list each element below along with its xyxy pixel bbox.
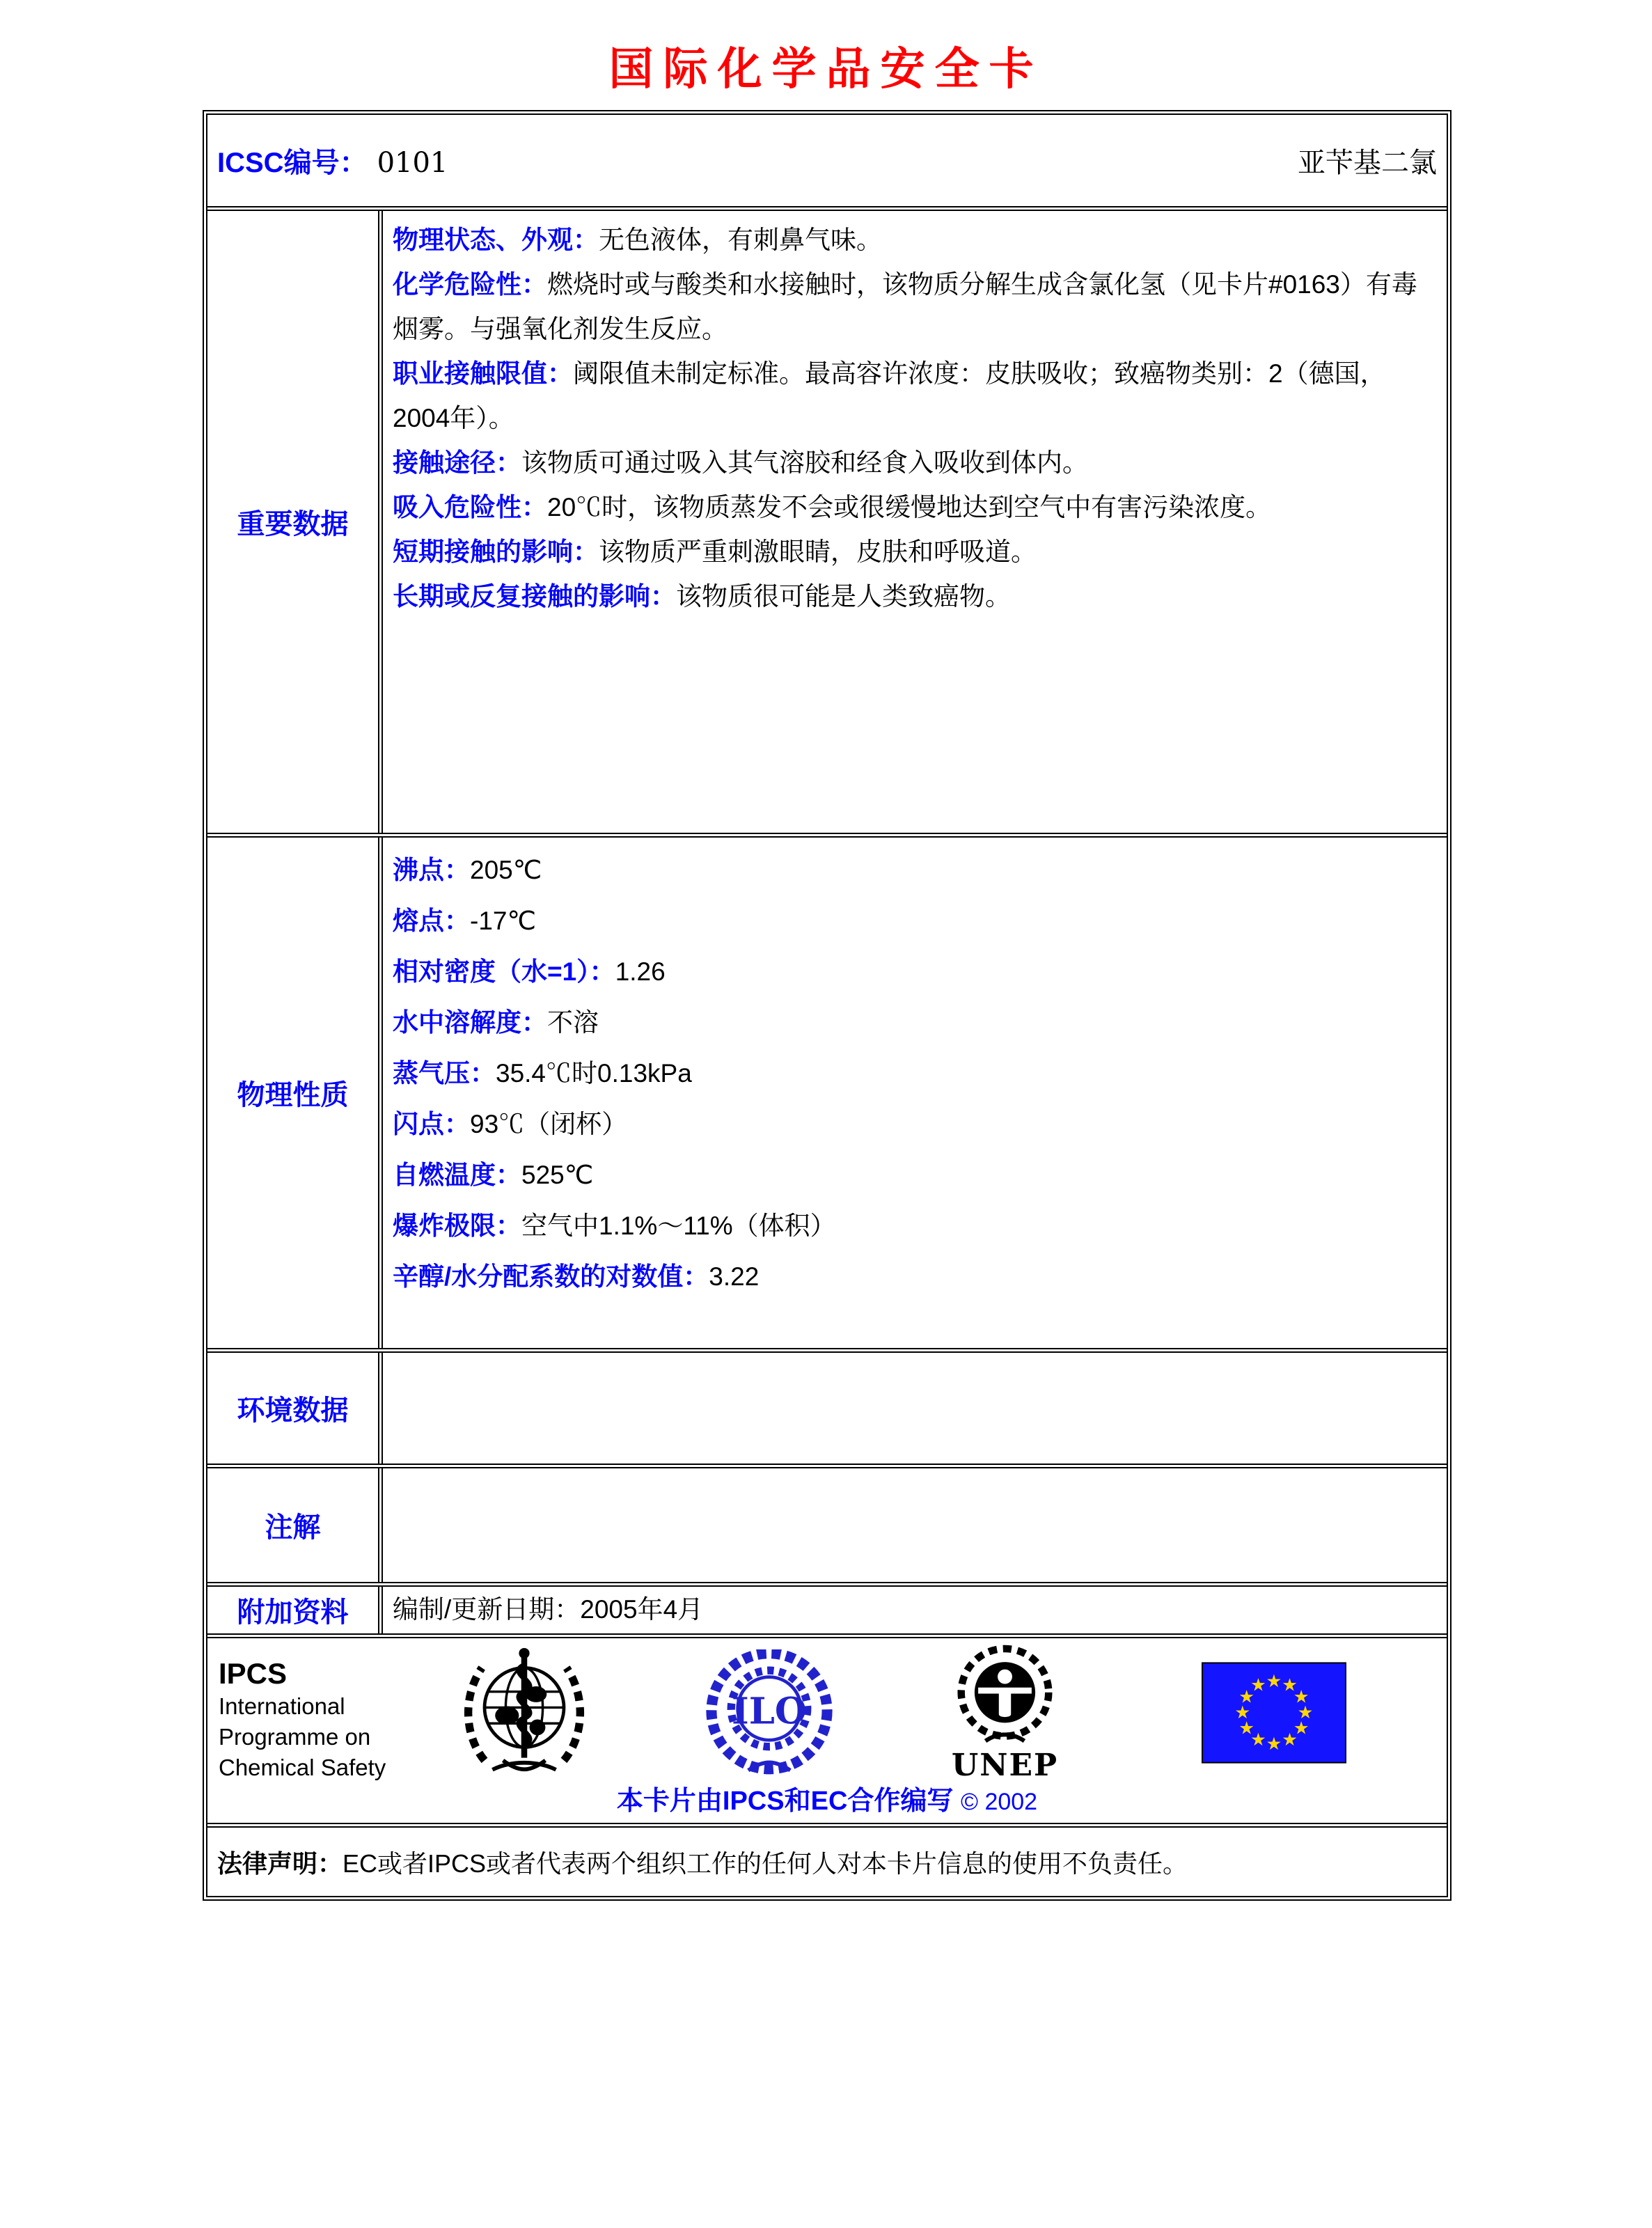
entry-text: 空气中1.1%～11%（体积） [521, 1211, 836, 1240]
icsc-card [203, 110, 1452, 1901]
unep-logo-block [944, 1644, 1066, 1783]
entry-label: 爆炸极限： [393, 1211, 521, 1240]
entry [393, 218, 1437, 262]
svg-text:★: ★ [1238, 1718, 1255, 1739]
section-content-physical-properties [383, 838, 1447, 1348]
section-content-notes [383, 1468, 1447, 1582]
svg-text:★: ★ [1297, 1702, 1314, 1723]
entry [393, 1150, 1437, 1200]
section-environmental-data [207, 1348, 1447, 1464]
entry-text: 3.22 [709, 1262, 760, 1291]
icsc-number-value: 0101 [377, 147, 448, 179]
entry [393, 352, 1437, 441]
cooperation-caption-text: 本卡片由IPCS和EC合作编写 [616, 1787, 954, 1816]
entry [393, 441, 1437, 485]
ipcs-text-block [219, 1656, 386, 1783]
page-title: 国际化学品安全卡 [608, 43, 1044, 95]
entry-text: 1.26 [615, 957, 666, 986]
section-notes [207, 1464, 1447, 1582]
entry-text: 无色液体，有刺鼻气味。 [599, 226, 882, 254]
entry-label: 接触途径： [393, 448, 521, 477]
svg-text:★: ★ [1293, 1718, 1309, 1739]
chemical-name: 亚苄基二氯 [1298, 148, 1437, 178]
entry-label: 长期或反复接触的影响： [393, 582, 676, 611]
unep-logo-icon [944, 1644, 1066, 1748]
svg-text:★: ★ [1282, 1729, 1298, 1751]
section-physical-properties [207, 833, 1447, 1348]
entry [393, 530, 1437, 574]
entry-text: 燃烧时或与酸类和水接触时，该物质分解生成含氯化氢（见卡片#0163）有毒烟雾。与强氧化剂发生反应。 [393, 270, 1417, 343]
entry [393, 997, 1437, 1048]
entry [393, 1251, 1437, 1302]
who-logo-icon [458, 1644, 590, 1783]
entry-label: 物理状态、外观： [393, 226, 599, 254]
entry-label: 短期接触的影响： [393, 538, 599, 566]
entry-label: 化学危险性： [393, 270, 547, 299]
entry-text: 该物质很可能是人类致癌物。 [676, 582, 1011, 611]
entry [393, 895, 1437, 946]
svg-text:★: ★ [1282, 1674, 1298, 1696]
entry-text: 525℃ [521, 1161, 594, 1189]
entry-text: 该物质可通过吸入其气溶胶和经食入吸收到体内。 [521, 448, 1088, 477]
entry-text: 不溶 [547, 1008, 599, 1037]
entry [393, 485, 1437, 530]
icsc-number-label: ICSC编号： [217, 148, 368, 178]
ilo-wordmark: ILO [732, 1689, 807, 1733]
entry [393, 262, 1437, 352]
section-content-important-data [383, 211, 1447, 833]
ilo-logo-icon [703, 1649, 835, 1778]
ipcs-line: Programme on [219, 1724, 371, 1750]
entry-label: 水中溶解度： [393, 1008, 547, 1037]
section-label-notes: 注解 [207, 1468, 383, 1582]
entry-label: 熔点： [393, 907, 470, 935]
entry-label: 蒸气压： [393, 1059, 496, 1088]
svg-text:★: ★ [1293, 1686, 1309, 1708]
section-label-environmental-data: 环境数据 [207, 1353, 383, 1464]
svg-text:★: ★ [1266, 1734, 1282, 1755]
section-additional-info [207, 1582, 1447, 1633]
entry-label: 相对密度（水=1）： [393, 957, 615, 986]
entry [393, 845, 1437, 895]
entry-text: 20℃时，该物质蒸发不会或很缓慢地达到空气中有害污染浓度。 [547, 493, 1272, 521]
ipcs-line: International [219, 1693, 345, 1719]
entry-text: -17℃ [470, 907, 537, 935]
svg-text:★: ★ [1250, 1674, 1266, 1696]
logos-row [207, 1633, 1447, 1823]
entry [393, 1048, 1437, 1099]
copyright-year: © 2002 [960, 1789, 1038, 1815]
svg-text:★: ★ [1266, 1670, 1282, 1692]
entry-text: 35.4℃时0.13kPa [496, 1059, 692, 1088]
section-content-environmental-data [383, 1353, 1447, 1464]
icsc-number-group [217, 141, 448, 180]
entry-label: 职业接触限值： [393, 359, 573, 388]
legal-label: 法律声明： [217, 1849, 343, 1878]
ipcs-title: IPCS [219, 1657, 288, 1690]
cooperation-caption [207, 1779, 1447, 1817]
entry [393, 1099, 1437, 1150]
unep-wordmark: UNEP [951, 1748, 1059, 1783]
entry-label: 辛醇/水分配系数的对数值： [393, 1262, 709, 1291]
section-label-additional-info: 附加资料 [207, 1587, 383, 1633]
eu-flag-icon [1202, 1662, 1346, 1764]
legal-row [207, 1823, 1447, 1896]
entry [393, 946, 1437, 997]
entry-label: 自燃温度： [393, 1161, 521, 1189]
legal-text: EC或者IPCS或者代表两个组织工作的任何人对本卡片信息的使用不负责任。 [343, 1849, 1188, 1878]
entry-label: 闪点： [393, 1110, 470, 1138]
update-date-text: 编制/更新日期：2005年4月 [393, 1595, 704, 1624]
entry-label: 吸入危险性： [393, 493, 547, 521]
svg-text:★: ★ [1234, 1702, 1251, 1723]
ipcs-line: Chemical Safety [219, 1755, 386, 1780]
header-row [207, 115, 1447, 206]
svg-text:★: ★ [1238, 1686, 1255, 1708]
svg-text:★: ★ [1250, 1729, 1266, 1751]
entry-text: 93℃（闭杯） [470, 1110, 628, 1138]
entry [393, 1200, 1437, 1251]
section-label-important-data: 重要数据 [207, 211, 383, 833]
entry-label: 沸点： [393, 856, 470, 884]
entry-text: 该物质严重刺激眼睛，皮肤和呼吸道。 [599, 538, 1037, 566]
section-label-physical-properties: 物理性质 [207, 838, 383, 1348]
section-important-data [207, 206, 1447, 833]
entry-text: 阈限值未制定标准。最高容许浓度：皮肤吸收；致癌物类别：2（德国，2004年）。 [393, 359, 1386, 432]
entry-text: 205℃ [470, 856, 542, 884]
section-content-additional-info [383, 1587, 1447, 1633]
entry [393, 574, 1437, 619]
